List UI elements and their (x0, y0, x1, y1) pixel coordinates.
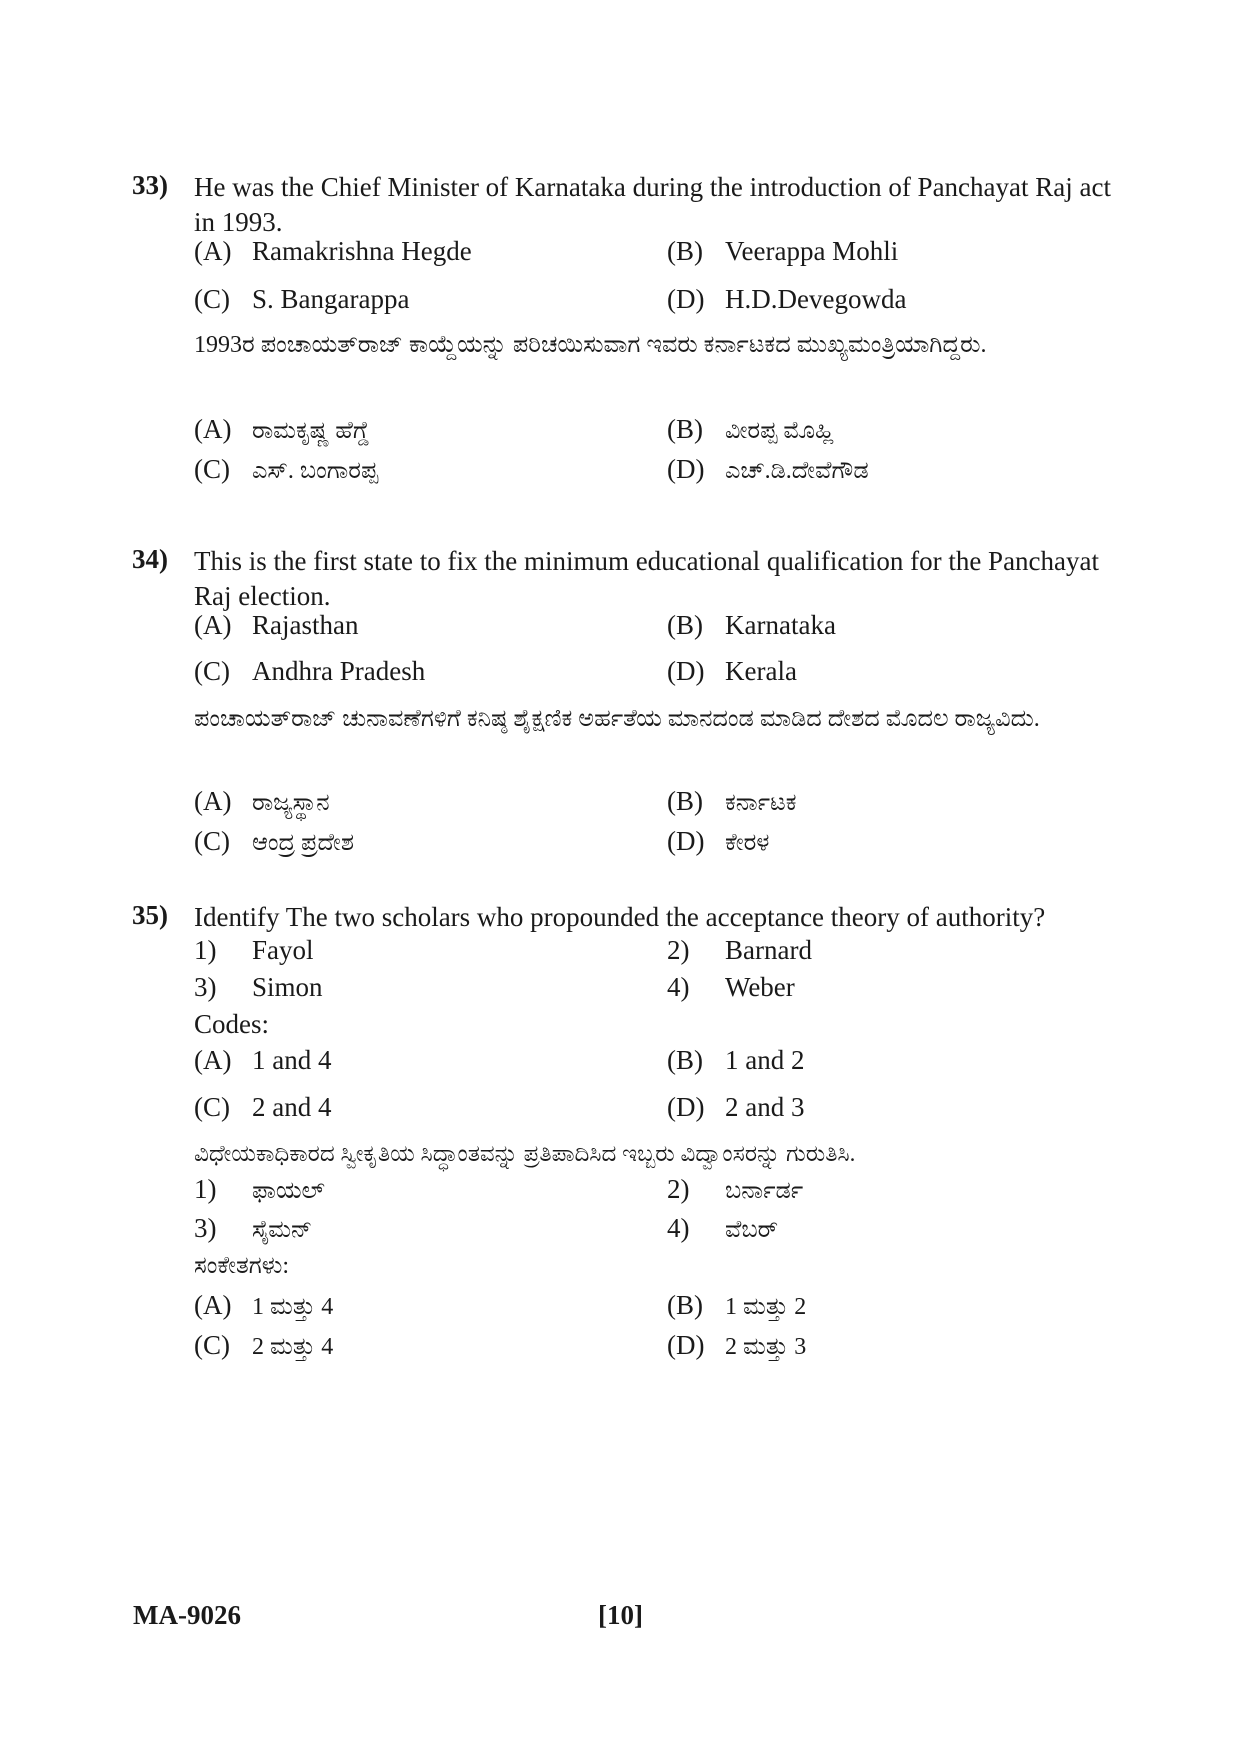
option-a (194, 610, 358, 641)
option-label: (C) (194, 826, 230, 856)
item-label: 3) (194, 1213, 217, 1243)
question-33 (132, 170, 1112, 240)
option-b-kannada (667, 786, 797, 817)
option-label: (A) (194, 1045, 232, 1075)
option-d-kannada (667, 454, 869, 485)
option-a-kannada (194, 786, 330, 817)
option-text: ಆಂದ್ರ ಪ್ರದೇಶ (252, 830, 354, 856)
item-2 (667, 935, 812, 966)
option-d (667, 284, 906, 315)
question-text: He was the Chief Minister of Karnataka during the introduction of Panchayat Raj act in 1993. (194, 172, 1111, 237)
item-text: Simon (252, 972, 323, 1002)
option-text: 1 ಮತ್ತು 4 (252, 1294, 334, 1320)
option-label: (D) (667, 454, 705, 484)
option-text: H.D.Devegowda (725, 284, 907, 314)
question-number: 35) (132, 900, 168, 930)
q34-kannada (132, 696, 1112, 742)
option-label: (B) (667, 610, 703, 640)
question-text: This is the first state to fix the minimum educational qualification for the Panchayat Raj election. (194, 546, 1100, 611)
paper-code: MA-9026 (133, 1600, 241, 1630)
option-label: (A) (194, 414, 232, 444)
option-label: (D) (667, 826, 705, 856)
option-text: Karnataka (725, 610, 836, 640)
question-number: 34) (132, 544, 168, 574)
option-c (194, 284, 409, 315)
option-text: 2 ಮತ್ತು 3 (725, 1334, 807, 1360)
option-label: (B) (667, 1290, 703, 1320)
option-text: Kerala (725, 656, 797, 686)
option-label: (B) (667, 236, 703, 266)
item-3 (194, 972, 323, 1003)
option-text: 2 and 3 (725, 1092, 805, 1122)
item-1 (194, 935, 314, 966)
option-c-kannada (194, 454, 378, 485)
option-label: (D) (667, 1092, 705, 1122)
option-label: (C) (194, 454, 230, 484)
option-label: (D) (667, 284, 705, 314)
option-d (667, 656, 797, 687)
question-number: 33) (132, 170, 168, 200)
option-text: Ramakrishna Hegde (252, 236, 472, 266)
option-a (194, 236, 472, 267)
option-b (667, 610, 836, 641)
item-label: 4) (667, 1213, 690, 1243)
option-label: (A) (194, 610, 232, 640)
item-text: ಬರ್ನಾರ್ಡ (725, 1178, 804, 1204)
item-label: 1) (194, 935, 217, 965)
option-c (194, 1092, 331, 1123)
question-34 (132, 544, 1112, 614)
option-text: ಎಸ್. ಬಂಗಾರಪ್ಪ (252, 458, 379, 484)
option-c-kannada (194, 1330, 333, 1361)
question-text: Identify The two scholars who propounded the acceptance theory of authority? (194, 902, 1046, 932)
q33-kannada (132, 322, 1112, 368)
option-label: (C) (194, 284, 230, 314)
option-label: (A) (194, 786, 232, 816)
question-text-kannada: 1993ರ ಪಂಚಾಯತ್‌ರಾಜ್ ಕಾಯ್ದೆಯನ್ನು ಪರಿಚಯಿಸುವಾಗ ಇವರು ಕರ್ನಾಟಕದ ಮುಖ್ಯಮಂತ್ರಿಯಾಗಿದ್ದರು. (194, 332, 987, 358)
option-label: (B) (667, 786, 703, 816)
option-text: ಎಚ್.ಡಿ.ದೇವೆಗೌಡ (725, 458, 869, 484)
option-label: (B) (667, 1045, 703, 1075)
question-text-kannada: ವಿಧೇಯಕಾಧಿಕಾರದ ಸ್ವೀಕೃತಿಯ ಸಿದ್ಧಾಂತವನ್ನು ಪ್ರತಿಪಾದಿಸಿದ ಇಬ್ಬರು ವಿದ್ವಾಂಸರನ್ನು ಗುರುತಿಸಿ. (194, 1141, 856, 1166)
option-label: (D) (667, 1330, 705, 1360)
item-text: ಸೈಮನ್ (252, 1217, 313, 1243)
item-4 (667, 972, 795, 1003)
item-text: Weber (725, 972, 795, 1002)
item-label: 1) (194, 1174, 217, 1204)
option-text: ಕೇರಳ (725, 830, 770, 856)
question-35 (132, 900, 1112, 935)
item-label: 3) (194, 972, 217, 1002)
option-text: 1 ಮತ್ತು 2 (725, 1294, 807, 1320)
option-text: S. Bangarappa (252, 284, 410, 314)
item-2-kannada (667, 1174, 803, 1205)
option-text: 2 and 4 (252, 1092, 332, 1122)
q35-kannada (132, 1131, 1112, 1177)
option-label: (C) (194, 1330, 230, 1360)
item-text: ಫಾಯಲ್ (252, 1178, 325, 1204)
option-text: Veerappa Mohli (725, 236, 899, 266)
option-a-kannada (194, 414, 370, 445)
option-text: Andhra Pradesh (252, 656, 426, 686)
item-3-kannada (194, 1213, 312, 1244)
option-a-kannada (194, 1290, 333, 1321)
option-text: ವೀರಪ್ಪ ಮೊಹ್ಲಿ (725, 418, 835, 444)
item-text: Fayol (252, 935, 314, 965)
item-text: Barnard (725, 935, 812, 965)
option-label: (B) (667, 414, 703, 444)
option-label: (C) (194, 656, 230, 686)
option-text: ರಾಮಕೃಷ್ಣ ಹೆಗ್ಡೆ (252, 418, 370, 444)
option-text: Rajasthan (252, 610, 359, 640)
item-text: ವೆಬರ್ (725, 1217, 779, 1243)
option-text: ರಾಜ್ಯಸ್ಥಾನ (252, 790, 330, 816)
option-text: 2 ಮತ್ತು 4 (252, 1334, 334, 1360)
option-text: 1 and 4 (252, 1045, 332, 1075)
codes-label: Codes: (194, 1009, 270, 1039)
item-label: 4) (667, 972, 690, 1002)
option-b (667, 236, 898, 267)
option-c (194, 656, 425, 687)
option-label: (A) (194, 1290, 232, 1320)
option-c-kannada (194, 826, 354, 857)
option-label: (C) (194, 1092, 230, 1122)
option-d-kannada (667, 1330, 806, 1361)
option-d-kannada (667, 826, 769, 857)
option-b (667, 1045, 804, 1076)
item-4-kannada (667, 1213, 778, 1244)
option-d (667, 1092, 804, 1123)
option-text: 1 and 2 (725, 1045, 805, 1075)
option-label: (A) (194, 236, 232, 266)
option-b-kannada (667, 414, 834, 445)
codes-label-kannada: ಸಂಕೇತಗಳು: (194, 1253, 290, 1279)
option-text: ಕರ್ನಾಟಕ (725, 790, 797, 816)
question-text-kannada: ಪಂಚಾಯತ್‌ರಾಜ್ ಚುನಾವಣೆಗಳಿಗೆ ಕನಿಷ್ಠ ಶೈಕ್ಷಣಿಕ ಅರ್ಹತೆಯ ಮಾನದಂಡ ಮಾಡಿದ ದೇಶದ ಮೊದಲ ರಾಜ್ಯವಿದು. (194, 706, 1040, 732)
option-b-kannada (667, 1290, 806, 1321)
page-number: [10] (598, 1600, 643, 1630)
item-label: 2) (667, 1174, 690, 1204)
option-a (194, 1045, 331, 1076)
option-label: (D) (667, 656, 705, 686)
item-1-kannada (194, 1174, 325, 1205)
item-label: 2) (667, 935, 690, 965)
